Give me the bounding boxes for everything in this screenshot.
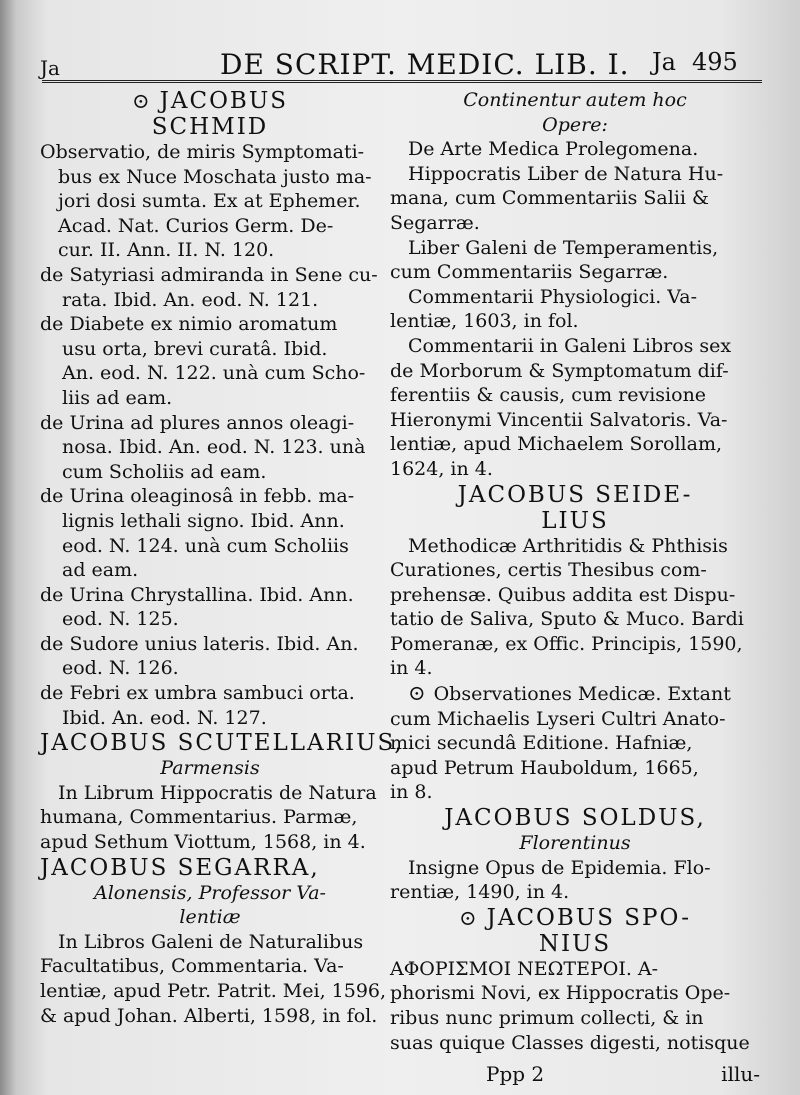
text-line (390, 211, 760, 236)
line-text: ribus nunc primum collecti, & in (390, 1007, 704, 1029)
right-column (390, 88, 760, 1055)
text-line (40, 607, 380, 632)
line-text: JACOBUS SCUTELLARIUS, (40, 730, 404, 757)
line-text: ad eam. (62, 559, 139, 582)
text-line (390, 186, 760, 211)
line-text: Ibid. An. eod. N. 127. (62, 706, 267, 729)
line-text: JACOBUS SOLDUS, (444, 805, 706, 832)
line-text: mici secundâ Editione. Hafniæ, (390, 732, 693, 755)
entry-heading (390, 805, 760, 831)
line-text: tatio de Saliva, Sputo & Muco. Bardi (390, 608, 744, 631)
line-text: lignis lethali signo. Ibid. Ann. (62, 509, 345, 532)
line-text: rentiæ, 1490, in 4. (390, 881, 570, 904)
line-text: In Libros Galeni de Naturalibus (58, 930, 364, 953)
line-text: phorismi Novi, ex Hippocratis Ope- (390, 982, 731, 1005)
line-text: de Satyriasi admiranda in Sene cu- (40, 263, 378, 286)
text-line (390, 1006, 760, 1031)
line-text: Florentinus (519, 832, 631, 855)
text-line (40, 337, 380, 362)
line-text: lentiæ (179, 906, 241, 929)
text-line (390, 408, 760, 433)
text-line (40, 1004, 380, 1029)
line-text: & apud Johan. Alberti, 1598, in fol. (40, 1004, 378, 1027)
line-text: de Urina Chrystallina. Ibid. Ann. (40, 583, 354, 606)
text-line (390, 607, 760, 632)
text-line (390, 632, 760, 657)
line-text: Hieronymi Vincentii Salvatoris. Va- (390, 408, 728, 431)
line-text: ΑΦΟΡΙΣΜΟΙ ΝΕΩΤΕΡΟΙ. A- (390, 957, 659, 980)
text-line (40, 706, 380, 731)
line-text: Commentarii Physiologici. Va- (408, 285, 698, 308)
left-column (40, 88, 404, 1028)
line-text: bus ex Nuce Moschata justo ma- (58, 165, 372, 188)
text-line (390, 880, 760, 905)
text-line (40, 583, 380, 608)
line-text: cum Michaelis Lyseri Cultri Anato- (390, 707, 726, 730)
line-text: eod. N. 124. unà cum Scholiis (62, 534, 349, 557)
line-text: rata. Ibid. An. eod. N. 121. (62, 288, 319, 311)
text-line (390, 285, 760, 310)
text-line (390, 457, 760, 482)
text-line (390, 780, 760, 805)
text-line (390, 383, 760, 408)
header-left-mark: Ja (40, 56, 60, 80)
line-text: Curationes, certis Thesibus com- (390, 559, 707, 582)
text-line (40, 534, 380, 559)
line-text: Continentur autem hoc (463, 89, 687, 111)
line-text: in 8. (390, 781, 433, 804)
entry-heading (40, 855, 380, 881)
line-text: In Librum Hippocratis de Natura (58, 781, 377, 804)
line-text: in 4. (390, 657, 433, 680)
line-text: usu orta, brevi curatâ. Ibid. (62, 337, 328, 360)
line-text: Commentarii in Galeni Libros sex (408, 334, 732, 357)
text-line (40, 558, 380, 583)
line-text: de Urina ad plures annos oleagi- (40, 411, 355, 434)
line-text: Insigne Opus de Epidemia. Flo- (408, 856, 711, 879)
text-line (40, 509, 380, 534)
entry-heading (40, 730, 404, 757)
line-text: De Arte Medica Prolegomena. (408, 138, 699, 161)
line-text: Acad. Nat. Curios Germ. De- (58, 214, 334, 237)
entry-heading (390, 508, 760, 534)
entry-heading (390, 931, 760, 957)
page-number: 495 (692, 48, 738, 76)
text-line (390, 309, 760, 334)
text-line (40, 312, 380, 337)
signature-mark: Ppp 2 (486, 1062, 545, 1086)
circle-dot-icon: ⊙ (132, 89, 152, 113)
line-text: LIUS (541, 507, 609, 534)
text-line (40, 805, 380, 830)
text-line (390, 432, 760, 457)
text-line (390, 260, 760, 285)
text-line (390, 1031, 760, 1056)
line-text: de Sudore unius lateris. Ibid. An. (40, 632, 359, 655)
text-line (40, 484, 380, 509)
text-line (390, 558, 760, 583)
entry-subtitle (40, 756, 380, 781)
text-line (390, 707, 760, 732)
line-text: lentiæ, 1603, in fol. (390, 310, 579, 333)
text-line (40, 435, 380, 460)
text-line (390, 334, 760, 359)
text-line (40, 165, 380, 190)
text-line (390, 681, 760, 707)
text-line (390, 731, 760, 756)
line-text: apud Sethum Viottum, 1568, in 4. (40, 831, 366, 854)
text-line (40, 214, 380, 239)
line-text: JACOBUS SPO- (486, 904, 691, 931)
text-line (40, 460, 380, 485)
line-text: cur. II. Ann. II. N. 120. (58, 239, 275, 262)
line-text: cum Scholiis ad eam. (62, 460, 267, 483)
line-text: cum Commentariis Segarræ. (390, 261, 669, 284)
line-text: Segarræ. (390, 211, 480, 234)
text-line (40, 781, 380, 806)
line-text: ferentiis & causis, cum revisione (390, 384, 707, 407)
line-text: de Diabete ex nimio aromatum (40, 313, 338, 336)
line-text: An. eod. N. 122. unà cum Scho- (62, 362, 366, 385)
text-line (40, 979, 387, 1004)
entry-subtitle (40, 881, 380, 906)
text-line (40, 386, 380, 411)
line-text: SCHMID (151, 114, 269, 140)
entry-heading (40, 114, 380, 140)
line-text: Methodicæ Arthritidis & Phthisis (408, 534, 728, 557)
line-text: Observatio, de miris Symptomati- (40, 141, 365, 163)
text-line (40, 930, 380, 955)
text-line (40, 140, 380, 165)
line-text: prehensæ. Quibus addita est Dispu- (390, 583, 736, 606)
text-line (390, 583, 760, 608)
line-text: mana, cum Commentariis Salii & (390, 187, 709, 210)
line-text: JACOBUS SEGARRA, (40, 854, 320, 881)
line-text: 1624, in 4. (390, 457, 493, 480)
line-text: NIUS (538, 930, 612, 957)
entry-subtitle (390, 88, 760, 113)
text-line (40, 288, 380, 313)
line-text: de Febri ex umbra sambuci orta. (40, 682, 355, 705)
text-line (40, 263, 380, 288)
line-text: jori dosi sumta. Ex at Ephemer. (58, 190, 361, 213)
entry-heading (390, 905, 760, 931)
circle-dot-icon: ⊙ (408, 681, 426, 706)
line-text: JACOBUS (159, 88, 288, 114)
header-right-mark: Ja (652, 48, 676, 76)
text-line (390, 137, 760, 162)
line-text: Hippocratis Liber de Natura Hu- (408, 162, 724, 185)
text-line (40, 954, 380, 979)
line-text: apud Petrum Hauboldum, 1665, (390, 756, 699, 779)
text-line (40, 830, 380, 855)
line-text: lentiæ, apud Michaelem Sorollam, (390, 433, 723, 456)
line-text: JACOBUS SEIDE- (457, 481, 693, 508)
line-text: de Morborum & Symptomatum dif- (390, 359, 729, 382)
text-line (390, 957, 760, 982)
text-line (40, 411, 380, 436)
line-text: nosa. Ibid. An. eod. N. 123. unà (62, 436, 366, 459)
entry-subtitle (40, 905, 380, 930)
line-text: Parmensis (160, 757, 260, 780)
text-line (390, 162, 760, 187)
entry-subtitle (390, 113, 760, 138)
line-text: Observationes Medicæ. Extant (433, 683, 731, 706)
text-line (390, 359, 760, 384)
header-rule (42, 80, 762, 83)
text-line (390, 856, 760, 881)
line-text: humana, Commentarius. Parmæ, (40, 806, 358, 829)
entry-subtitle (390, 831, 760, 856)
text-line (390, 534, 760, 559)
line-text: liis ad eam. (62, 386, 173, 409)
circle-dot-icon: ⊙ (459, 905, 479, 930)
line-text: Opere: (542, 113, 608, 136)
line-text: de Urina oleaginosâ in febb. ma- (40, 485, 355, 508)
line-text: suas quique Classes digesti, notisque (390, 1031, 750, 1054)
entry-heading (40, 88, 380, 114)
text-line (390, 756, 760, 781)
text-line (390, 236, 760, 261)
entry-heading (390, 482, 760, 508)
text-line (40, 632, 380, 657)
text-line (40, 656, 380, 681)
line-text: eod. N. 125. (62, 608, 179, 631)
catchword: illu- (721, 1062, 760, 1086)
header-title: DE SCRIPT. MEDIC. LIB. I. (220, 48, 630, 81)
text-line (390, 981, 760, 1006)
line-text: Facultatibus, Commentaria. Va- (40, 955, 344, 978)
text-line (40, 361, 380, 386)
line-text: Alonensis, Professor Va- (94, 881, 326, 904)
line-text: eod. N. 126. (62, 657, 179, 680)
line-text: lentiæ, apud Petr. Patrit. Mei, 1596, (40, 980, 387, 1002)
text-line (40, 681, 380, 706)
line-text: Pomeranæ, ex Offic. Principis, 1590, (390, 632, 743, 655)
line-text: Liber Galeni de Temperamentis, (408, 236, 719, 259)
text-line (40, 189, 380, 214)
text-line (40, 238, 380, 263)
text-line (390, 656, 760, 681)
